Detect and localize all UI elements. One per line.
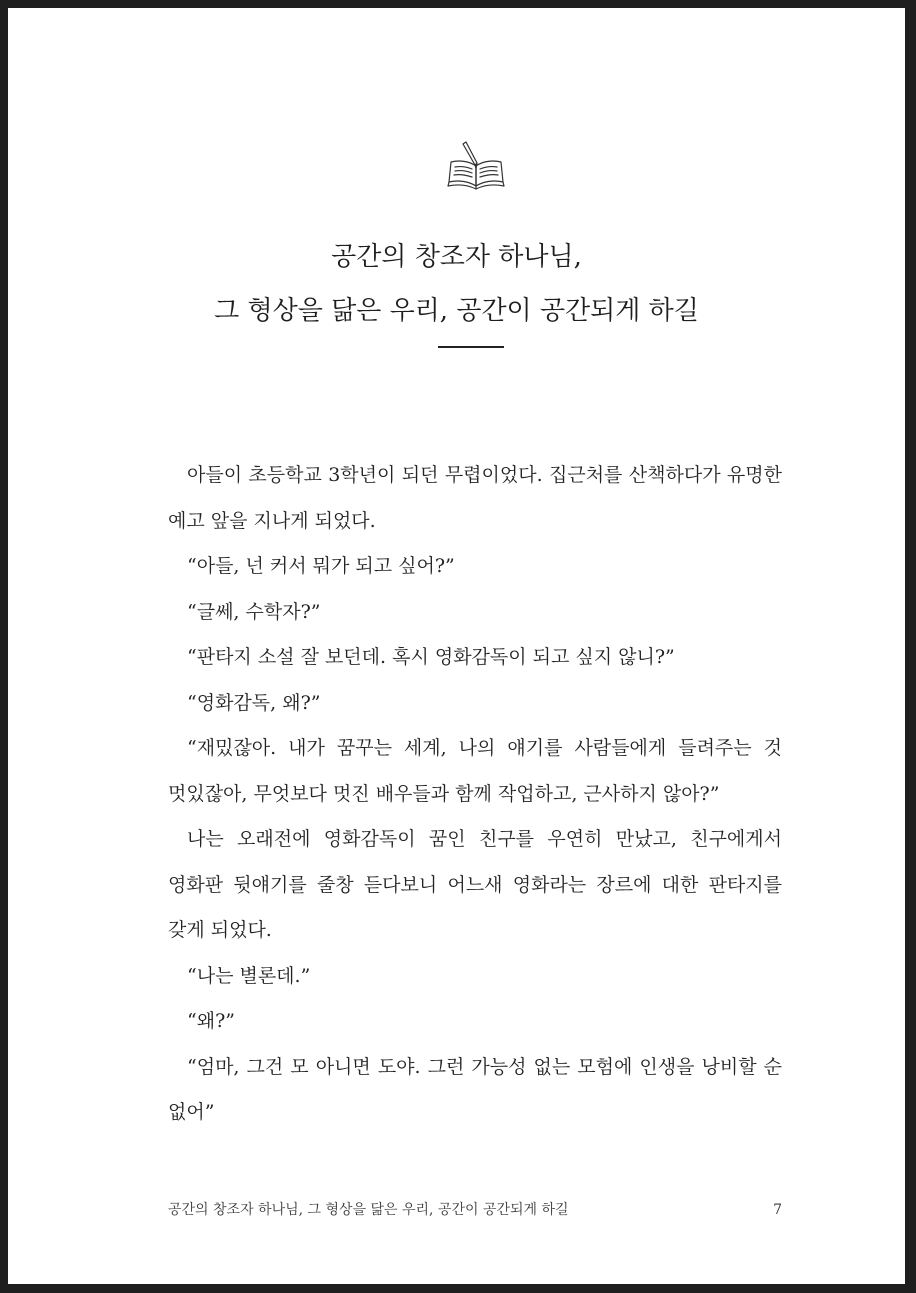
paragraph: “영화감독, 왜?” [187,691,321,714]
open-book-pen-icon [445,140,507,194]
paragraph: “왜?” [187,1010,235,1032]
paragraph: “나는 별론데.” [187,964,311,987]
page-number: 7 [773,1202,782,1218]
body-text [168,453,782,1136]
running-title: 공간의 창조자 하나님, 그 형상을 닮은 우리, 공간이 공간되게 하길 [168,1202,569,1218]
paragraph: “아들, 넌 커서 뭐가 되고 싶어?” [187,555,455,577]
paragraph: “재밌잖아. 내가 꿈꾸는 세계, 나의 얘기를 사람들에게 들려주는 것 멋있잖아, 무엇보다 멋진 배우들과 함께 작업하고, 근사하지 않아?” [168,737,782,805]
chapter-title-line-1: 공간의 창조자 하나님, [331,242,582,272]
page-footer [168,1198,782,1222]
paragraph: “글쎄, 수학자?” [187,600,321,623]
paragraph: “엄마, 그건 모 아니면 도야. 그런 가능성 없는 모험에 인생을 낭비할 순 없어” [168,1055,782,1123]
chapter-title-line-2: 그 형상을 닮은 우리, 공간이 공간되게 하길 [214,296,699,326]
title-divider [438,346,504,348]
chapter-title [8,230,905,338]
paragraph: 나는 오래전에 영화감독이 꿈인 친구를 우연히 만났고, 친구에게서 영화판 뒷얘기를 줄창 듣다보니 어느새 영화라는 장르에 대한 판타지를 갖게 되었다. [168,828,782,941]
paragraph: 아들이 초등학교 3학년이 되던 무렵이었다. 집근처를 산책하다가 유명한 예고 앞을 지나게 되었다. [168,464,782,532]
paragraph: “판타지 소설 잘 보던데. 혹시 영화감독이 되고 싶지 않니?” [187,646,675,668]
book-page [8,8,905,1284]
